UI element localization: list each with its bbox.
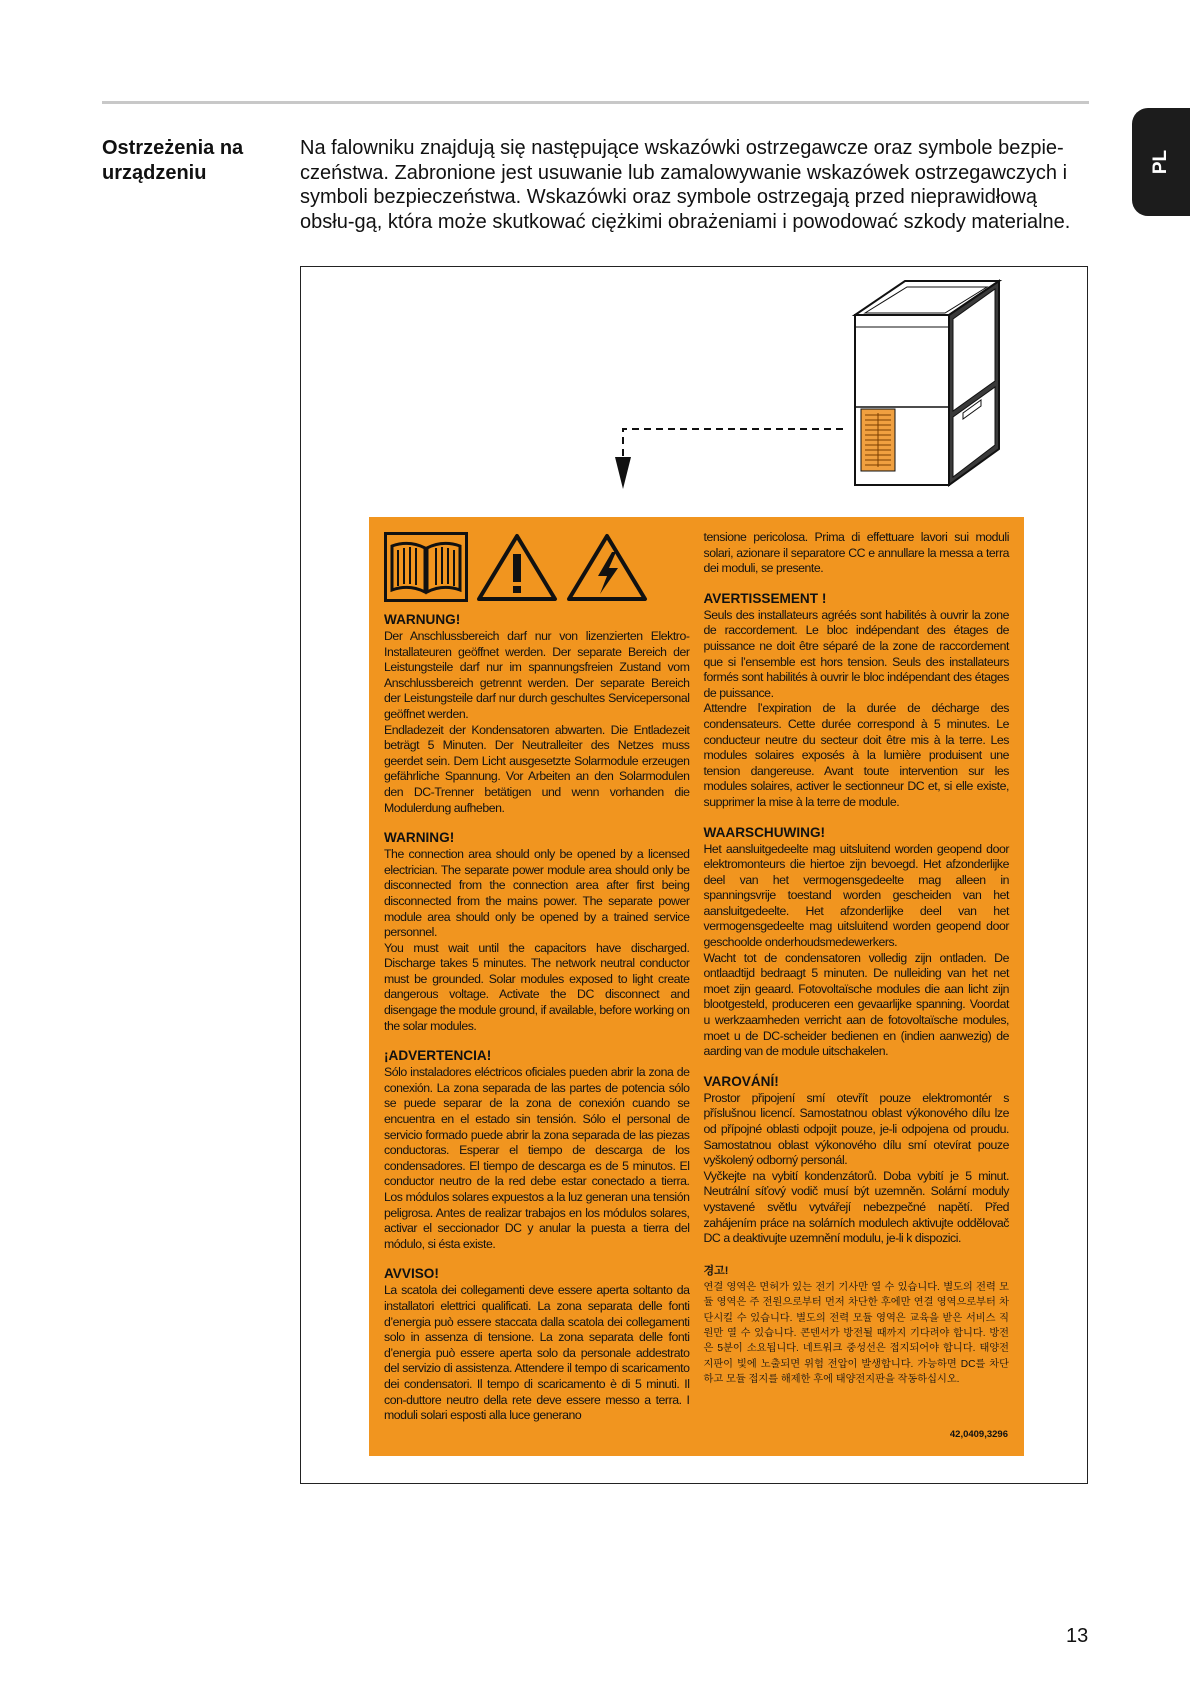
warning-heading-it: AVVISO!: [384, 1266, 439, 1282]
warning-text-fr: Seuls des installateurs agréés sont habilités à ouvrir la zone de raccordement. Le bloc indépendant des étages de puissance ne doit être séparé de la zone de raccordement que si l’ensemble est hors tension. Seuls des installateurs formés sont habilités à ouvrir le bloc indépendant des étages de puissance. Attendre l’expiration de la durée de décharge des condensateurs. Cette durée correspond à 5 minutes. Le conducteur neutre du secteur doit être mis à la terre. Les modules solaires exposés à la lumière produisent une tension dangereuse. Avant toute intervention sur les modules solaires, activer le sectionneur DC et, si elle existe, supprimer la mise à la terre de module.: [703, 607, 1009, 809]
warning-heading-ko: 경고!: [703, 1264, 729, 1277]
label-left-column: [384, 530, 690, 1456]
warning-text-de: Der Anschlussbereich darf nur von lizenzierten Elektro-Installateuren geöffnet werden. Der separate Bereich der Leistungsteile darf nur im spannungsfreien Zustand vom Anschlussbereich getrennt werden. Der separate Bereich der Leistungsteile darf nur durch geschultes Servicepersonal geöffnet werden. Endladezeit der Kondensatoren abwarten. Die Entladezeit beträgt 5 Minuten. Der Neutralleiter des Netzes muss geerdet sein. Dem Licht ausgesetzte Solarmodule erzeugen gefährliche Spannung. Vor Arbeiten an den Solarmodulen den DC-Trenner betätigen und wenn vorhanden die Modulerdung aufheben.: [384, 629, 690, 815]
language-tab[interactable]: [1132, 108, 1190, 216]
warning-text-es: Sólo instaladores eléctricos oficiales pueden abrir la zona de conexión. La zona separada de las partes de potencia sólo se puede separar de la zona de conexión cuando se encuentra en el estado sin tensión. Sólo el personal de servicio formado puede abrir la zona separada de las piezas conductoras. Esperar el tiempo de descarga de los condensadores. El tiempo de descarga es de 5 minutos. El conductor neutro de la red debe estar conectado a tierra. Los módulos solares expuestos a la luz generan una tensión peligrosa. Antes de realizar trabajos en los módulos solares, activar el seccionador DC y anular la puesta a tierra del módulo, si ésta existe.: [384, 1065, 690, 1251]
warning-label: [369, 517, 1024, 1456]
warning-heading-es: ¡ADVERTENCIA!: [384, 1048, 492, 1064]
label-part-number: 42,0409,3296: [949, 1429, 1008, 1440]
label-icons: [384, 530, 690, 604]
warning-label-figure: [300, 266, 1088, 1484]
label-right-column: [704, 530, 1010, 1456]
warning-text-it: La scatola dei collegamenti deve essere aperta soltanto da installatori elettrici qualificati. La zona separata delle fonti d’energia può essere staccata dalla scatola dei collegamenti solo in assenza di tensione. La zona separata delle fonti d’energia può essere aperta solo da personale addestrato del servizio di assistenza. Attendere il tempo di scaricamento dei condensatori. Il tempo di scaricamento è di 5 minuti. Il con-duttore neutro della rete deve essere messo a terra. I moduli solari esposti alla luce generano: [384, 1283, 690, 1423]
warning-text-nl: Het aansluitgedeelte mag uitsluitend worden geopend door elektromonteurs die hiertoe zijn bevoegd. Het afzonderlijke deel van het vermogensgedeelte mag alleen in spanningsvrije toestand worden gescheiden van het aansluitgedeelte. Het afzonderlijke deel van het vermogensgedeelte mag uitsluitend worden geopend door geschoolde onderhoudsmedewerkers. Wacht tot de condensatoren volledig zijn ontladen. De ontlaadtijd bedraagt 5 minuten. De nulleiding van het net moet zijn geaard. Fotovoltaïsche modules die aan licht zijn blootgesteld, produceren een gevaarlijke spanning. Voordat u werkzaamheden verricht aan de fotovoltaïsche modules, moet u de DC-scheider bedienen en (indien aanwezig) de aarding van de module uitschakelen.: [703, 841, 1009, 1059]
warning-heading-cs: VAROVÁNÍ!: [703, 1073, 779, 1089]
warning-heading-fr: AVERTISSEMENT !: [703, 590, 827, 606]
electric-hazard-icon: [566, 532, 648, 602]
warning-text-ko: 연결 영역은 면허가 있는 전기 기사만 열 수 있습니다. 별도의 전력 모듈 영역은 주 전원으로부터 먼저 차단한 후에만 연결 영역으로부터 차단시킬 수 있습니다. 별도의 전력 모듈 영역은 교육을 받은 서비스 직원만 열 수 있습니다. 콘덴서가 방전될 때까지 기다려야 합니다. 방전은 5분이 소요됩니다. 네트워크 중성선은 접지되어야 합니다. 태양전지판이 빛에 노출되면 위험 전압이 발생합니다. 가능하면 DC를 차단하고 모듈 접지를 해제한 후에 태양전지판을 작동하십시오.: [703, 1281, 1009, 1386]
inverter-illustration: [841, 267, 1081, 492]
section-title: Ostrzeżenia na urządzeniu: [102, 137, 244, 184]
intro-paragraph: Na falowniku znajdują się następujące wskazówki ostrzegawcze oraz symbole bezpie-czeństwa. Zabronione jest usuwanie lub zamalowywanie wskazówek ostrzegawczych i symboli bezpieczeństwa. Wskazówki oraz symbole ostrzegają przed nieprawidłową obsłu-gą, która może skutkować ciężkimi obrażeniami i powodować szkody materialne.: [300, 137, 1071, 233]
page-number: 13: [1066, 1625, 1089, 1647]
warning-text-cs: Prostor připojení smí otevřít pouze elektromontér s příslušnou licencí. Samostatnou oblast výkonového dílu lze od přípojné oblasti odpojit pouze, je-li odpojena od proudu. Samostatnou oblast výkonového dílu smí otevírat pouze vyškolený odborný personál. Vyčkejte na vybití kondenzátorů. Doba vybití je 5 minut. Neutrální síťový vodič musí být uzemněn. Solární moduly vystavené světlu vytvářejí nebezpečné napětí. Před zahájením práce na solárních modulech aktivujte oddělovač DC a deaktivujte uzemnění modulu, je-li k dispozici.: [703, 1090, 1009, 1246]
warning-heading-nl: WAARSCHUWING!: [703, 824, 826, 840]
warning-heading-de: WARNUNG!: [384, 612, 461, 627]
warning-exclamation-icon: [476, 532, 558, 602]
manual-book-icon: [384, 532, 468, 602]
header-rule: [102, 101, 1089, 104]
warning-text-it-continued: tensione pericolosa. Prima di effettuare lavori sui moduli solari, azionare il separatore CC e annullare la messa a terra dei moduli, se presente.: [703, 530, 1009, 576]
warning-text-en: The connection area should only be opened by a licensed electrician. The separate power module area should only be disconnected from the connection area after first being disconnected from the mains power. The separate power module area should only be opened by a trained service personnel. You must wait until the capacitors have discharged. Discharge takes 5 minutes. The network neutral conductor must be grounded. Solar modules exposed to light create dangerous voltage. Activate the DC disconnect and disengage the module ground, if available, before working on the solar modules.: [384, 847, 690, 1033]
warning-heading-en: WARNING!: [384, 830, 455, 846]
language-tab-label: PL: [1150, 149, 1171, 175]
